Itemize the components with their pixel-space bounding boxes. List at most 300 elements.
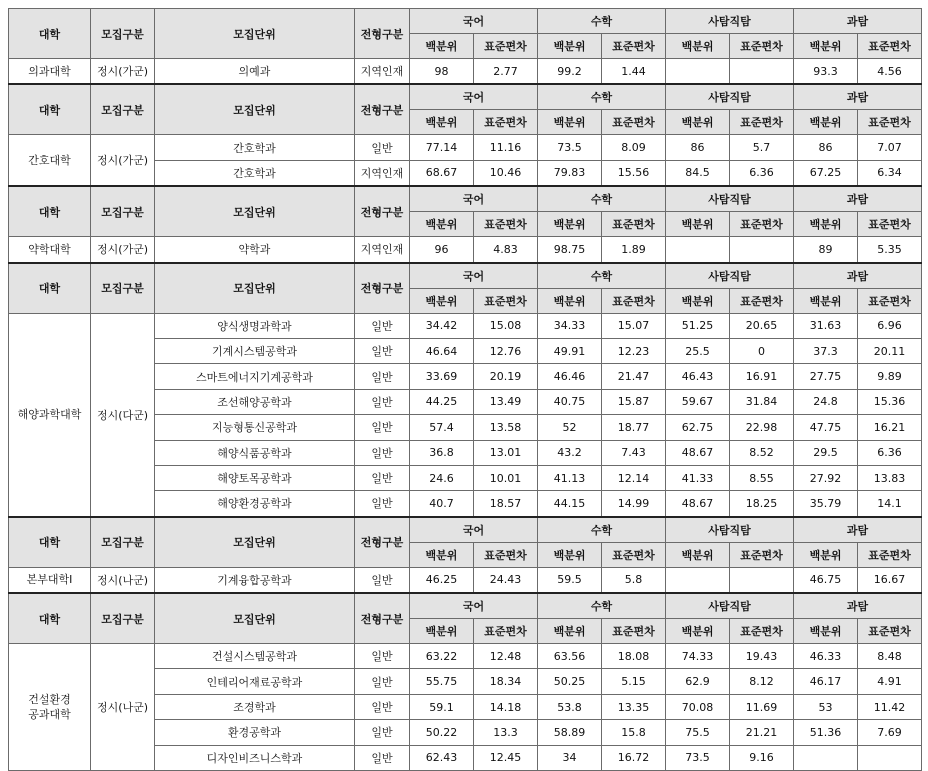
header-subject: 국어	[410, 263, 538, 289]
math-percentile-cell: 49.91	[538, 338, 602, 363]
table-row	[9, 135, 922, 160]
unit-cell: 해양토목공학과	[155, 465, 355, 490]
header-stdev: 표준편차	[474, 619, 538, 644]
table-row	[9, 237, 922, 263]
table-row	[9, 567, 922, 593]
kor-percentile-cell: 96	[410, 237, 474, 263]
sci-stdev-cell: 13.83	[858, 465, 922, 490]
math-percentile-cell: 53.8	[538, 694, 602, 719]
sci-stdev-cell	[858, 745, 922, 770]
kor-stdev-cell: 18.57	[474, 491, 538, 517]
screening-cell: 일반	[355, 389, 410, 414]
header-subject: 과탐	[794, 263, 922, 289]
kor-stdev-cell: 18.34	[474, 669, 538, 694]
header-stdev: 표준편차	[858, 542, 922, 567]
soc-percentile-cell: 73.5	[666, 745, 730, 770]
header-subject: 수학	[538, 186, 666, 212]
header-stdev: 표준편차	[730, 542, 794, 567]
sci-percentile-cell: 27.92	[794, 465, 858, 490]
kor-stdev-cell: 4.83	[474, 237, 538, 263]
kor-stdev-cell: 20.19	[474, 364, 538, 389]
soc-stdev-cell: 18.25	[730, 491, 794, 517]
screening-cell: 일반	[355, 745, 410, 770]
univ-cell: 본부대학I	[9, 567, 91, 593]
screening-cell: 일반	[355, 313, 410, 338]
kor-stdev-cell: 2.77	[474, 59, 538, 85]
math-percentile-cell: 63.56	[538, 644, 602, 669]
sci-stdev-cell: 8.48	[858, 644, 922, 669]
math-percentile-cell: 58.89	[538, 720, 602, 745]
kor-percentile-cell: 40.7	[410, 491, 474, 517]
screening-cell: 일반	[355, 465, 410, 490]
kor-percentile-cell: 50.22	[410, 720, 474, 745]
header-subject: 국어	[410, 593, 538, 619]
header-stdev: 표준편차	[474, 288, 538, 313]
unit-cell: 인테리어재료공학과	[155, 669, 355, 694]
table-body	[9, 9, 922, 771]
kor-stdev-cell: 10.01	[474, 465, 538, 490]
kor-stdev-cell: 14.18	[474, 694, 538, 719]
sci-percentile-cell: 24.8	[794, 389, 858, 414]
kor-percentile-cell: 68.67	[410, 160, 474, 186]
header-percentile: 백분위	[794, 212, 858, 237]
unit-cell: 간호학과	[155, 135, 355, 160]
kor-percentile-cell: 57.4	[410, 415, 474, 440]
soc-stdev-cell: 6.36	[730, 160, 794, 186]
table-row	[9, 644, 922, 669]
screening-cell: 일반	[355, 415, 410, 440]
header-percentile: 백분위	[538, 619, 602, 644]
admission-score-table-container	[8, 8, 921, 771]
header-subject: 사탐직탐	[666, 263, 794, 289]
kor-stdev-cell: 13.01	[474, 440, 538, 465]
kor-stdev-cell: 12.48	[474, 644, 538, 669]
header-screening: 전형구분	[355, 593, 410, 644]
header-stdev: 표준편차	[602, 110, 666, 135]
header-stdev: 표준편차	[602, 542, 666, 567]
header-subject: 과탐	[794, 593, 922, 619]
sci-stdev-cell: 7.07	[858, 135, 922, 160]
header-univ: 대학	[9, 517, 91, 568]
sci-percentile-cell: 86	[794, 135, 858, 160]
math-stdev-cell: 15.87	[602, 389, 666, 414]
kor-percentile-cell: 98	[410, 59, 474, 85]
kor-percentile-cell: 36.8	[410, 440, 474, 465]
soc-percentile-cell: 74.33	[666, 644, 730, 669]
header-unit: 모집단위	[155, 84, 355, 135]
recruit-cell: 정시(나군)	[91, 644, 155, 771]
unit-cell: 조선해양공학과	[155, 389, 355, 414]
kor-percentile-cell: 33.69	[410, 364, 474, 389]
header-screening: 전형구분	[355, 517, 410, 568]
soc-percentile-cell: 41.33	[666, 465, 730, 490]
sci-percentile-cell: 35.79	[794, 491, 858, 517]
math-percentile-cell: 73.5	[538, 135, 602, 160]
screening-cell: 일반	[355, 567, 410, 593]
soc-stdev-cell	[730, 237, 794, 263]
math-stdev-cell: 5.8	[602, 567, 666, 593]
header-recruit-type: 모집구분	[91, 517, 155, 568]
screening-cell: 지역인재	[355, 59, 410, 85]
sci-stdev-cell: 16.21	[858, 415, 922, 440]
header-stdev: 표준편차	[602, 619, 666, 644]
header-stdev: 표준편차	[602, 288, 666, 313]
header-percentile: 백분위	[538, 110, 602, 135]
univ-cell: 해양과학대학	[9, 313, 91, 517]
kor-percentile-cell: 44.25	[410, 389, 474, 414]
header-percentile: 백분위	[666, 34, 730, 59]
screening-cell: 일반	[355, 694, 410, 719]
recruit-cell: 정시(가군)	[91, 135, 155, 186]
recruit-cell: 정시(다군)	[91, 313, 155, 517]
header-recruit-type: 모집구분	[91, 593, 155, 644]
univ-cell: 약학대학	[9, 237, 91, 263]
header-percentile: 백분위	[410, 34, 474, 59]
header-recruit-type: 모집구분	[91, 9, 155, 59]
screening-cell: 일반	[355, 644, 410, 669]
header-subject: 국어	[410, 517, 538, 543]
sci-stdev-cell: 6.36	[858, 440, 922, 465]
math-stdev-cell: 1.44	[602, 59, 666, 85]
soc-percentile-cell	[666, 59, 730, 85]
header-stdev: 표준편차	[858, 110, 922, 135]
header-subject: 사탐직탐	[666, 593, 794, 619]
header-percentile: 백분위	[794, 34, 858, 59]
math-percentile-cell: 50.25	[538, 669, 602, 694]
soc-stdev-cell: 5.7	[730, 135, 794, 160]
soc-stdev-cell: 8.12	[730, 669, 794, 694]
soc-stdev-cell: 8.55	[730, 465, 794, 490]
header-subject: 과탐	[794, 9, 922, 34]
header-stdev: 표준편차	[474, 542, 538, 567]
math-percentile-cell: 46.46	[538, 364, 602, 389]
sci-percentile-cell: 46.75	[794, 567, 858, 593]
soc-percentile-cell: 48.67	[666, 491, 730, 517]
math-percentile-cell: 52	[538, 415, 602, 440]
kor-percentile-cell: 59.1	[410, 694, 474, 719]
sci-percentile-cell: 51.36	[794, 720, 858, 745]
header-stdev: 표준편차	[730, 110, 794, 135]
sci-percentile-cell: 67.25	[794, 160, 858, 186]
math-stdev-cell: 7.43	[602, 440, 666, 465]
header-subject: 국어	[410, 84, 538, 110]
header-row-primary	[9, 9, 922, 34]
unit-cell: 기계시스템공학과	[155, 338, 355, 363]
header-stdev: 표준편차	[858, 619, 922, 644]
header-percentile: 백분위	[666, 619, 730, 644]
header-subject: 사탐직탐	[666, 517, 794, 543]
math-percentile-cell: 40.75	[538, 389, 602, 414]
header-subject: 사탐직탐	[666, 84, 794, 110]
soc-stdev-cell: 22.98	[730, 415, 794, 440]
sci-percentile-cell: 53	[794, 694, 858, 719]
kor-percentile-cell: 63.22	[410, 644, 474, 669]
math-stdev-cell: 13.35	[602, 694, 666, 719]
header-percentile: 백분위	[666, 542, 730, 567]
univ-cell: 의과대학	[9, 59, 91, 85]
soc-stdev-cell: 20.65	[730, 313, 794, 338]
header-stdev: 표준편차	[858, 34, 922, 59]
header-unit: 모집단위	[155, 9, 355, 59]
header-stdev: 표준편차	[474, 110, 538, 135]
kor-percentile-cell: 46.64	[410, 338, 474, 363]
header-screening: 전형구분	[355, 84, 410, 135]
unit-cell: 기계융합공학과	[155, 567, 355, 593]
soc-stdev-cell: 16.91	[730, 364, 794, 389]
kor-percentile-cell: 34.42	[410, 313, 474, 338]
header-row-primary	[9, 263, 922, 289]
screening-cell: 일반	[355, 338, 410, 363]
header-row-primary	[9, 84, 922, 110]
soc-stdev-cell: 11.69	[730, 694, 794, 719]
kor-stdev-cell: 24.43	[474, 567, 538, 593]
header-subject: 국어	[410, 186, 538, 212]
math-percentile-cell: 43.2	[538, 440, 602, 465]
math-stdev-cell: 18.08	[602, 644, 666, 669]
kor-percentile-cell: 24.6	[410, 465, 474, 490]
sci-stdev-cell: 4.56	[858, 59, 922, 85]
sci-percentile-cell: 89	[794, 237, 858, 263]
screening-cell: 일반	[355, 135, 410, 160]
header-stdev: 표준편차	[602, 212, 666, 237]
header-subject: 수학	[538, 84, 666, 110]
header-subject: 수학	[538, 9, 666, 34]
header-stdev: 표준편차	[730, 212, 794, 237]
header-subject: 수학	[538, 593, 666, 619]
screening-cell: 일반	[355, 364, 410, 389]
soc-percentile-cell: 62.75	[666, 415, 730, 440]
header-stdev: 표준편차	[858, 288, 922, 313]
math-percentile-cell: 99.2	[538, 59, 602, 85]
unit-cell: 스마트에너지기계공학과	[155, 364, 355, 389]
header-stdev: 표준편차	[474, 34, 538, 59]
header-row-primary	[9, 593, 922, 619]
screening-cell: 일반	[355, 440, 410, 465]
math-stdev-cell: 8.09	[602, 135, 666, 160]
soc-percentile-cell: 86	[666, 135, 730, 160]
math-percentile-cell: 79.83	[538, 160, 602, 186]
soc-stdev-cell: 9.16	[730, 745, 794, 770]
soc-stdev-cell: 0	[730, 338, 794, 363]
kor-stdev-cell: 10.46	[474, 160, 538, 186]
recruit-cell: 정시(나군)	[91, 567, 155, 593]
header-unit: 모집단위	[155, 593, 355, 644]
math-stdev-cell: 15.56	[602, 160, 666, 186]
sci-stdev-cell: 15.36	[858, 389, 922, 414]
header-percentile: 백분위	[794, 110, 858, 135]
header-subject: 수학	[538, 517, 666, 543]
unit-cell: 해양환경공학과	[155, 491, 355, 517]
header-percentile: 백분위	[538, 34, 602, 59]
unit-cell: 간호학과	[155, 160, 355, 186]
soc-stdev-cell	[730, 567, 794, 593]
sci-percentile-cell	[794, 745, 858, 770]
soc-percentile-cell: 75.5	[666, 720, 730, 745]
header-percentile: 백분위	[794, 619, 858, 644]
admission-score-table	[8, 8, 922, 771]
screening-cell: 일반	[355, 491, 410, 517]
unit-cell: 해양식품공학과	[155, 440, 355, 465]
table-row	[9, 313, 922, 338]
math-stdev-cell: 1.89	[602, 237, 666, 263]
math-percentile-cell: 59.5	[538, 567, 602, 593]
header-percentile: 백분위	[538, 288, 602, 313]
sci-percentile-cell: 93.3	[794, 59, 858, 85]
soc-percentile-cell: 84.5	[666, 160, 730, 186]
header-recruit-type: 모집구분	[91, 84, 155, 135]
header-percentile: 백분위	[666, 110, 730, 135]
unit-cell: 양식생명과학과	[155, 313, 355, 338]
math-percentile-cell: 34	[538, 745, 602, 770]
header-subject: 과탐	[794, 84, 922, 110]
header-univ: 대학	[9, 186, 91, 237]
unit-cell: 지능형통신공학과	[155, 415, 355, 440]
sci-stdev-cell: 14.1	[858, 491, 922, 517]
header-percentile: 백분위	[666, 288, 730, 313]
kor-stdev-cell: 11.16	[474, 135, 538, 160]
soc-percentile-cell	[666, 237, 730, 263]
kor-percentile-cell: 62.43	[410, 745, 474, 770]
header-percentile: 백분위	[794, 542, 858, 567]
header-subject: 사탐직탐	[666, 9, 794, 34]
math-stdev-cell: 18.77	[602, 415, 666, 440]
soc-stdev-cell: 21.21	[730, 720, 794, 745]
sci-stdev-cell: 6.34	[858, 160, 922, 186]
sci-percentile-cell: 46.33	[794, 644, 858, 669]
sci-percentile-cell: 46.17	[794, 669, 858, 694]
screening-cell: 일반	[355, 720, 410, 745]
header-screening: 전형구분	[355, 9, 410, 59]
kor-stdev-cell: 13.58	[474, 415, 538, 440]
header-univ: 대학	[9, 84, 91, 135]
math-stdev-cell: 5.15	[602, 669, 666, 694]
screening-cell: 지역인재	[355, 237, 410, 263]
soc-stdev-cell: 8.52	[730, 440, 794, 465]
header-percentile: 백분위	[794, 288, 858, 313]
sci-percentile-cell: 37.3	[794, 338, 858, 363]
unit-cell: 디자인비즈니스학과	[155, 745, 355, 770]
soc-stdev-cell: 19.43	[730, 644, 794, 669]
header-univ: 대학	[9, 9, 91, 59]
recruit-cell: 정시(가군)	[91, 59, 155, 85]
header-stdev: 표준편차	[730, 288, 794, 313]
univ-cell: 건설환경 공과대학	[9, 644, 91, 771]
kor-stdev-cell: 13.49	[474, 389, 538, 414]
header-screening: 전형구분	[355, 186, 410, 237]
math-stdev-cell: 14.99	[602, 491, 666, 517]
math-stdev-cell: 15.8	[602, 720, 666, 745]
math-stdev-cell: 16.72	[602, 745, 666, 770]
math-percentile-cell: 41.13	[538, 465, 602, 490]
sci-percentile-cell: 31.63	[794, 313, 858, 338]
soc-percentile-cell: 70.08	[666, 694, 730, 719]
math-percentile-cell: 44.15	[538, 491, 602, 517]
table-row	[9, 59, 922, 85]
math-percentile-cell: 98.75	[538, 237, 602, 263]
header-stdev: 표준편차	[858, 212, 922, 237]
header-recruit-type: 모집구분	[91, 263, 155, 314]
recruit-cell: 정시(가군)	[91, 237, 155, 263]
sci-stdev-cell: 11.42	[858, 694, 922, 719]
header-percentile: 백분위	[410, 212, 474, 237]
sci-stdev-cell: 9.89	[858, 364, 922, 389]
header-subject: 과탐	[794, 517, 922, 543]
header-subject: 국어	[410, 9, 538, 34]
header-unit: 모집단위	[155, 263, 355, 314]
sci-percentile-cell: 47.75	[794, 415, 858, 440]
header-screening: 전형구분	[355, 263, 410, 314]
sci-percentile-cell: 27.75	[794, 364, 858, 389]
soc-percentile-cell: 25.5	[666, 338, 730, 363]
unit-cell: 환경공학과	[155, 720, 355, 745]
header-unit: 모집단위	[155, 517, 355, 568]
header-recruit-type: 모집구분	[91, 186, 155, 237]
soc-percentile-cell	[666, 567, 730, 593]
header-stdev: 표준편차	[474, 212, 538, 237]
soc-percentile-cell: 51.25	[666, 313, 730, 338]
header-percentile: 백분위	[538, 542, 602, 567]
soc-percentile-cell: 48.67	[666, 440, 730, 465]
unit-cell: 약학과	[155, 237, 355, 263]
soc-percentile-cell: 46.43	[666, 364, 730, 389]
sci-percentile-cell: 29.5	[794, 440, 858, 465]
screening-cell: 일반	[355, 669, 410, 694]
header-subject: 수학	[538, 263, 666, 289]
header-univ: 대학	[9, 593, 91, 644]
kor-stdev-cell: 15.08	[474, 313, 538, 338]
screening-cell: 지역인재	[355, 160, 410, 186]
math-stdev-cell: 12.23	[602, 338, 666, 363]
math-percentile-cell: 34.33	[538, 313, 602, 338]
header-percentile: 백분위	[410, 288, 474, 313]
math-stdev-cell: 12.14	[602, 465, 666, 490]
header-univ: 대학	[9, 263, 91, 314]
unit-cell: 의예과	[155, 59, 355, 85]
header-percentile: 백분위	[538, 212, 602, 237]
header-percentile: 백분위	[410, 619, 474, 644]
header-row-primary	[9, 186, 922, 212]
sci-stdev-cell: 20.11	[858, 338, 922, 363]
sci-stdev-cell: 6.96	[858, 313, 922, 338]
header-subject: 과탐	[794, 186, 922, 212]
univ-cell: 간호대학	[9, 135, 91, 186]
header-percentile: 백분위	[410, 542, 474, 567]
header-unit: 모집단위	[155, 186, 355, 237]
sci-stdev-cell: 16.67	[858, 567, 922, 593]
kor-stdev-cell: 12.76	[474, 338, 538, 363]
header-row-primary	[9, 517, 922, 543]
math-stdev-cell: 15.07	[602, 313, 666, 338]
header-stdev: 표준편차	[730, 619, 794, 644]
soc-percentile-cell: 59.67	[666, 389, 730, 414]
header-stdev: 표준편차	[602, 34, 666, 59]
kor-percentile-cell: 46.25	[410, 567, 474, 593]
math-stdev-cell: 21.47	[602, 364, 666, 389]
soc-stdev-cell	[730, 59, 794, 85]
sci-stdev-cell: 7.69	[858, 720, 922, 745]
header-stdev: 표준편차	[730, 34, 794, 59]
sci-stdev-cell: 5.35	[858, 237, 922, 263]
soc-stdev-cell: 31.84	[730, 389, 794, 414]
header-percentile: 백분위	[666, 212, 730, 237]
header-percentile: 백분위	[410, 110, 474, 135]
soc-percentile-cell: 62.9	[666, 669, 730, 694]
unit-cell: 조경학과	[155, 694, 355, 719]
kor-stdev-cell: 12.45	[474, 745, 538, 770]
kor-percentile-cell: 77.14	[410, 135, 474, 160]
kor-stdev-cell: 13.3	[474, 720, 538, 745]
header-subject: 사탐직탐	[666, 186, 794, 212]
